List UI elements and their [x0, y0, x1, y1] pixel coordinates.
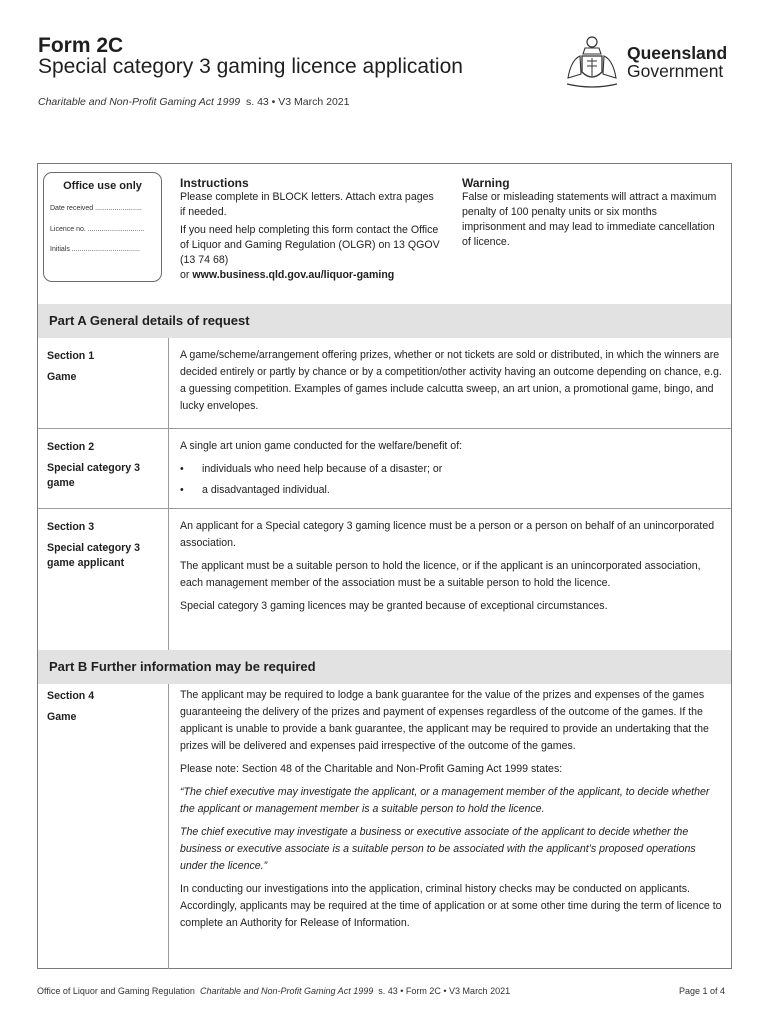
section-1-name: Game: [47, 371, 77, 383]
section-4-label: [47, 689, 94, 725]
form-number: Form 2C: [38, 34, 124, 57]
section-3-body: [180, 518, 725, 621]
page-title: Special category 3 gaming licence application: [38, 55, 463, 78]
section-4-body: [180, 687, 725, 938]
section-3-p2: The applicant must be a suitable person to hold the licence, or if the applicant is an unincorporated association, each management member of the association must be a suitable person to hold the licence.: [180, 560, 701, 589]
instructions-or: or: [180, 269, 193, 281]
part-b-header: [38, 650, 731, 684]
section-2-body: [180, 438, 725, 503]
section-4-p1: The applicant may be required to lodge a bank guarantee for the value of the prizes and expenses of the games guaranteeing the delivery of the prizes and payment of expenses regardless of the outcome of the games. If the applicant is unable to provide a bank guarantee, the applicant may be required to provide an undertaking that the prizes will be delivered and expenses paid irrespective of the outcome of the games.: [180, 689, 709, 752]
section-2-name: Special category 3 game: [47, 462, 141, 489]
warning-text: False or misleading statements will attract a maximum penalty of 100 penalty units or six months imprisonment and may lead to immediate cancellation of licence.: [462, 191, 717, 248]
office-use-title: Office use only: [63, 180, 142, 192]
section-4-number: Section 4: [47, 690, 95, 702]
footer-ref: s. 43 • Form 2C • V3 March 2021: [378, 986, 511, 996]
office-use-box: [43, 172, 162, 282]
part-a-header: [38, 304, 731, 338]
section-4-p3: In conducting our investigations into the application, criminal history checks may be conducted on applicants. Accordingly, applicants may be required at the time of application or at some other time during the term of licence to complete an Authority for Release of Information.: [180, 883, 722, 929]
initials-field: Initials ...................................: [50, 246, 140, 253]
footer: [37, 986, 510, 996]
part-a-title: Part A General details of request: [49, 313, 250, 328]
section-3-p1: An applicant for a Special category 3 gaming licence must be a person or a person on behalf of an unincorporated association.: [180, 520, 715, 549]
subtitle: [38, 96, 349, 108]
instructions-text-2: If you need help completing this form contact the Office of Liquor and Gaming Regulation (OLGR) on 13 QGOV (13 74 68): [180, 224, 440, 266]
section-3-number: Section 3: [47, 521, 95, 533]
divider: [38, 508, 731, 509]
warning-block: [462, 176, 717, 250]
act-name: Charitable and Non-Profit Gaming Act 1999: [38, 96, 241, 108]
section-2-intro: A single art union game conducted for the welfare/benefit of:: [180, 440, 463, 452]
section-2-number: Section 2: [47, 441, 95, 453]
footer-act: Charitable and Non-Profit Gaming Act 1999: [199, 986, 374, 996]
licence-no-field: Licence no. .............................: [50, 226, 145, 233]
instructions-text-1: Please complete in BLOCK letters. Attach extra pages if needed.: [180, 191, 434, 218]
column-divider: [168, 338, 169, 650]
section-1-label: [47, 349, 94, 385]
instructions-text-3: [180, 268, 440, 283]
coat-of-arms-icon: [563, 34, 621, 90]
column-divider: [168, 684, 169, 969]
section-1-number: Section 1: [47, 350, 95, 362]
logo-line-1: Queensland: [627, 43, 728, 63]
instructions-heading: Instructions: [180, 176, 249, 190]
part-b-title: Part B Further information may be required: [49, 659, 316, 674]
instructions-block: [180, 176, 440, 283]
section-1-body: [180, 347, 725, 421]
section-2-bullet: • a disadvantaged individual.: [180, 482, 725, 499]
section-3-label: [47, 520, 159, 571]
olgr-website-link[interactable]: www.business.qld.gov.au/liquor-gaming: [192, 269, 395, 281]
section-4-quote-1: “The chief executive may investigate the applicant, or a management member of the applicant, to decide whether the applicant or management member is a suitable person to hold the licence.: [180, 786, 710, 815]
section-3-name: Special category 3 game applicant: [47, 542, 141, 569]
date-received-field: Date received ........................: [50, 205, 142, 212]
section-2-bullet: • individuals who need help because of a disaster; or: [180, 461, 725, 478]
warning-heading: Warning: [462, 176, 510, 190]
page-number: Page 1 of 4: [679, 986, 726, 996]
section-4-name: Game: [47, 711, 77, 723]
section-3-p3: Special category 3 gaming licences may be granted because of exceptional circumstances.: [180, 600, 608, 612]
divider: [38, 428, 731, 429]
section-4-quote-2: The chief executive may investigate a business or executive associate of the applicant to decide whether the business or executive associate is a suitable person to be associated with the applicant’s proposed operations under the licence.”: [180, 826, 696, 872]
section-4-p2: Please note: Section 48 of the Charitable and Non-Profit Gaming Act 1999 states:: [180, 763, 563, 775]
logo-line-2: Government: [627, 61, 724, 81]
qld-government-logo: [563, 32, 743, 92]
footer-office: Office of Liquor and Gaming Regulation: [37, 986, 195, 996]
section-1-text: A game/scheme/arrangement offering prizes, whether or not tickets are sold or distributed, in which the winners are decided entirely or partly by chance or by a competition/other activity having an outcome depending on chance, e.g. a guessing competition. Examples of games include calcutta sweep, an art union, a promotional game, bingo, and lucky envelopes.: [180, 349, 722, 412]
version: s. 43 • V3 March 2021: [245, 96, 350, 108]
section-2-label: [47, 440, 159, 491]
